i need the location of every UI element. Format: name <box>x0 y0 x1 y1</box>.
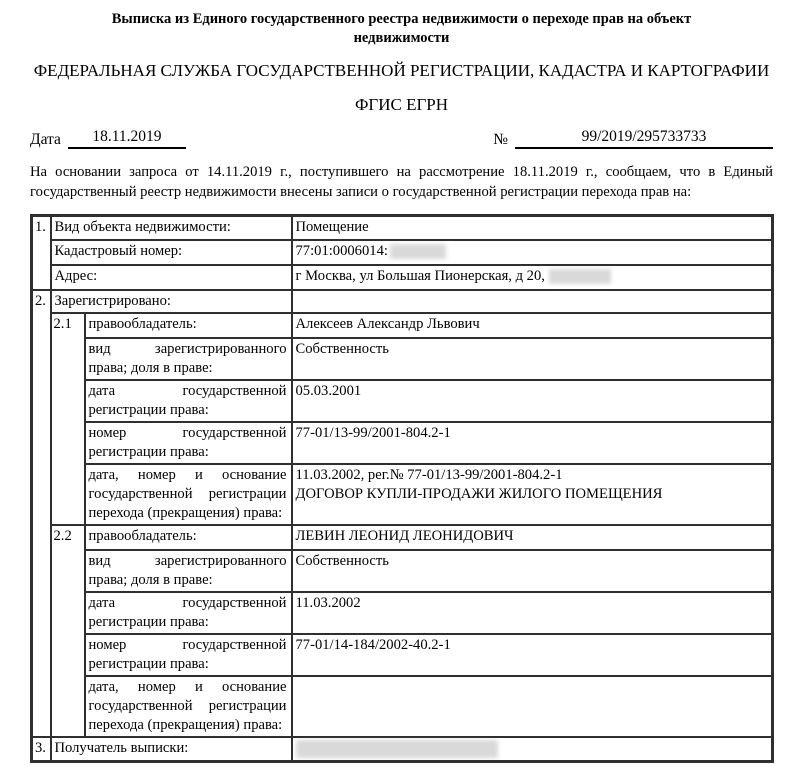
object-type-label: Вид объекта недвижимости: <box>51 215 292 240</box>
reg-number-value: 77-01/13-99/2001-804.2-1 <box>292 422 773 464</box>
reg-date-value: 11.03.2002 <box>292 592 773 634</box>
number-field-group <box>493 128 773 149</box>
transfer-label: дата, номер и основание государственной регистрации перехода (прекращения) права: <box>85 464 292 525</box>
redaction-recipient <box>296 740 498 758</box>
cadastral-value-text: 77:01:0006014: <box>295 243 388 260</box>
address-label: Адрес: <box>51 265 292 290</box>
system-name: ФГИС ЕГРН <box>354 95 449 115</box>
registered-label: Зарегистрировано: <box>51 290 292 313</box>
table-row <box>32 464 773 525</box>
transfer-value-line1: 11.03.2002, рег.№ 77-01/13-99/2001-804.2-1 <box>295 467 563 484</box>
number-value: 99/2019/295733733 <box>515 128 773 149</box>
section-1-number: 1. <box>32 215 51 290</box>
holder-label: правообладатель: <box>85 525 292 550</box>
table-row <box>32 422 773 464</box>
entry-2-1-number: 2.1 <box>51 313 85 525</box>
recipient-label: Получатель выписки: <box>51 737 292 762</box>
date-label: Дата <box>30 131 61 149</box>
redaction-cadastral <box>390 244 446 259</box>
table-row <box>32 550 773 592</box>
cadastral-label: Кадастровый номер: <box>51 240 292 265</box>
date-value: 18.11.2019 <box>68 128 186 149</box>
transfer-label: дата, номер и основание государственной регистрации перехода (прекращения) права: <box>85 676 292 737</box>
reg-number-value: 77-01/14-184/2002-40.2-1 <box>292 634 773 676</box>
table-row <box>32 338 773 380</box>
recipient-value <box>292 737 773 762</box>
right-type-value: Собственность <box>292 338 773 380</box>
section-2-number: 2. <box>32 290 51 736</box>
registered-value-empty <box>292 290 773 313</box>
table-row <box>32 290 773 313</box>
right-type-label: вид зарегистрированного права; доля в праве: <box>85 338 292 380</box>
table-row <box>32 737 773 762</box>
page-title: Выписка из Единого государственного реестра недвижимости о переходе прав на объект недвижимости <box>111 11 692 46</box>
holder-value: Алексеев Александр Львович <box>292 313 773 338</box>
right-type-label: вид зарегистрированного права; доля в праве: <box>85 550 292 592</box>
intro-paragraph: На основании запроса от 14.11.2019 г., поступившего на рассмотрение 18.11.2019 г., сообщаем, что в Единый государственный реестр недвижимости внесены записи о государственной регистрации перехода прав на: <box>30 164 773 200</box>
reg-date-value: 05.03.2001 <box>292 380 773 422</box>
meta-row <box>30 128 773 149</box>
reg-number-label: номер государственной регистрации права: <box>85 634 292 676</box>
table-row <box>32 240 773 265</box>
transfer-value <box>292 464 773 525</box>
agency-name: ФЕДЕРАЛЬНАЯ СЛУЖБА ГОСУДАРСТВЕННОЙ РЕГИСТРАЦИИ, КАДАСТРА И КАРТОГРАФИИ <box>33 61 770 81</box>
address-value <box>292 265 773 290</box>
address-value-text: г Москва, ул Большая Пионерская, д 20, <box>295 268 545 285</box>
table-row <box>32 313 773 338</box>
holder-label: правообладатель: <box>85 313 292 338</box>
section-3-number: 3. <box>32 737 51 762</box>
cadastral-value <box>292 240 773 265</box>
date-field-group <box>30 128 186 149</box>
object-type-value: Помещение <box>292 215 773 240</box>
table-row <box>32 525 773 550</box>
number-label: № <box>493 131 508 149</box>
redaction-address <box>549 269 611 284</box>
holder-value: ЛЕВИН ЛЕОНИД ЛЕОНИДОВИЧ <box>292 525 773 550</box>
entry-2-2-number: 2.2 <box>51 525 85 737</box>
table-row <box>32 634 773 676</box>
table-row <box>32 676 773 737</box>
right-type-value: Собственность <box>292 550 773 592</box>
reg-date-label: дата государственной регистрации права: <box>85 592 292 634</box>
transfer-value-empty <box>292 676 773 737</box>
table-row <box>32 380 773 422</box>
table-row <box>32 265 773 290</box>
transfer-value-line2: ДОГОВОР КУПЛИ-ПРОДАЖИ ЖИЛОГО ПОМЕЩЕНИЯ <box>295 486 663 503</box>
table-row <box>32 215 773 240</box>
reg-number-label: номер государственной регистрации права: <box>85 422 292 464</box>
reg-date-label: дата государственной регистрации права: <box>85 380 292 422</box>
registry-table <box>30 214 774 763</box>
table-row <box>32 592 773 634</box>
